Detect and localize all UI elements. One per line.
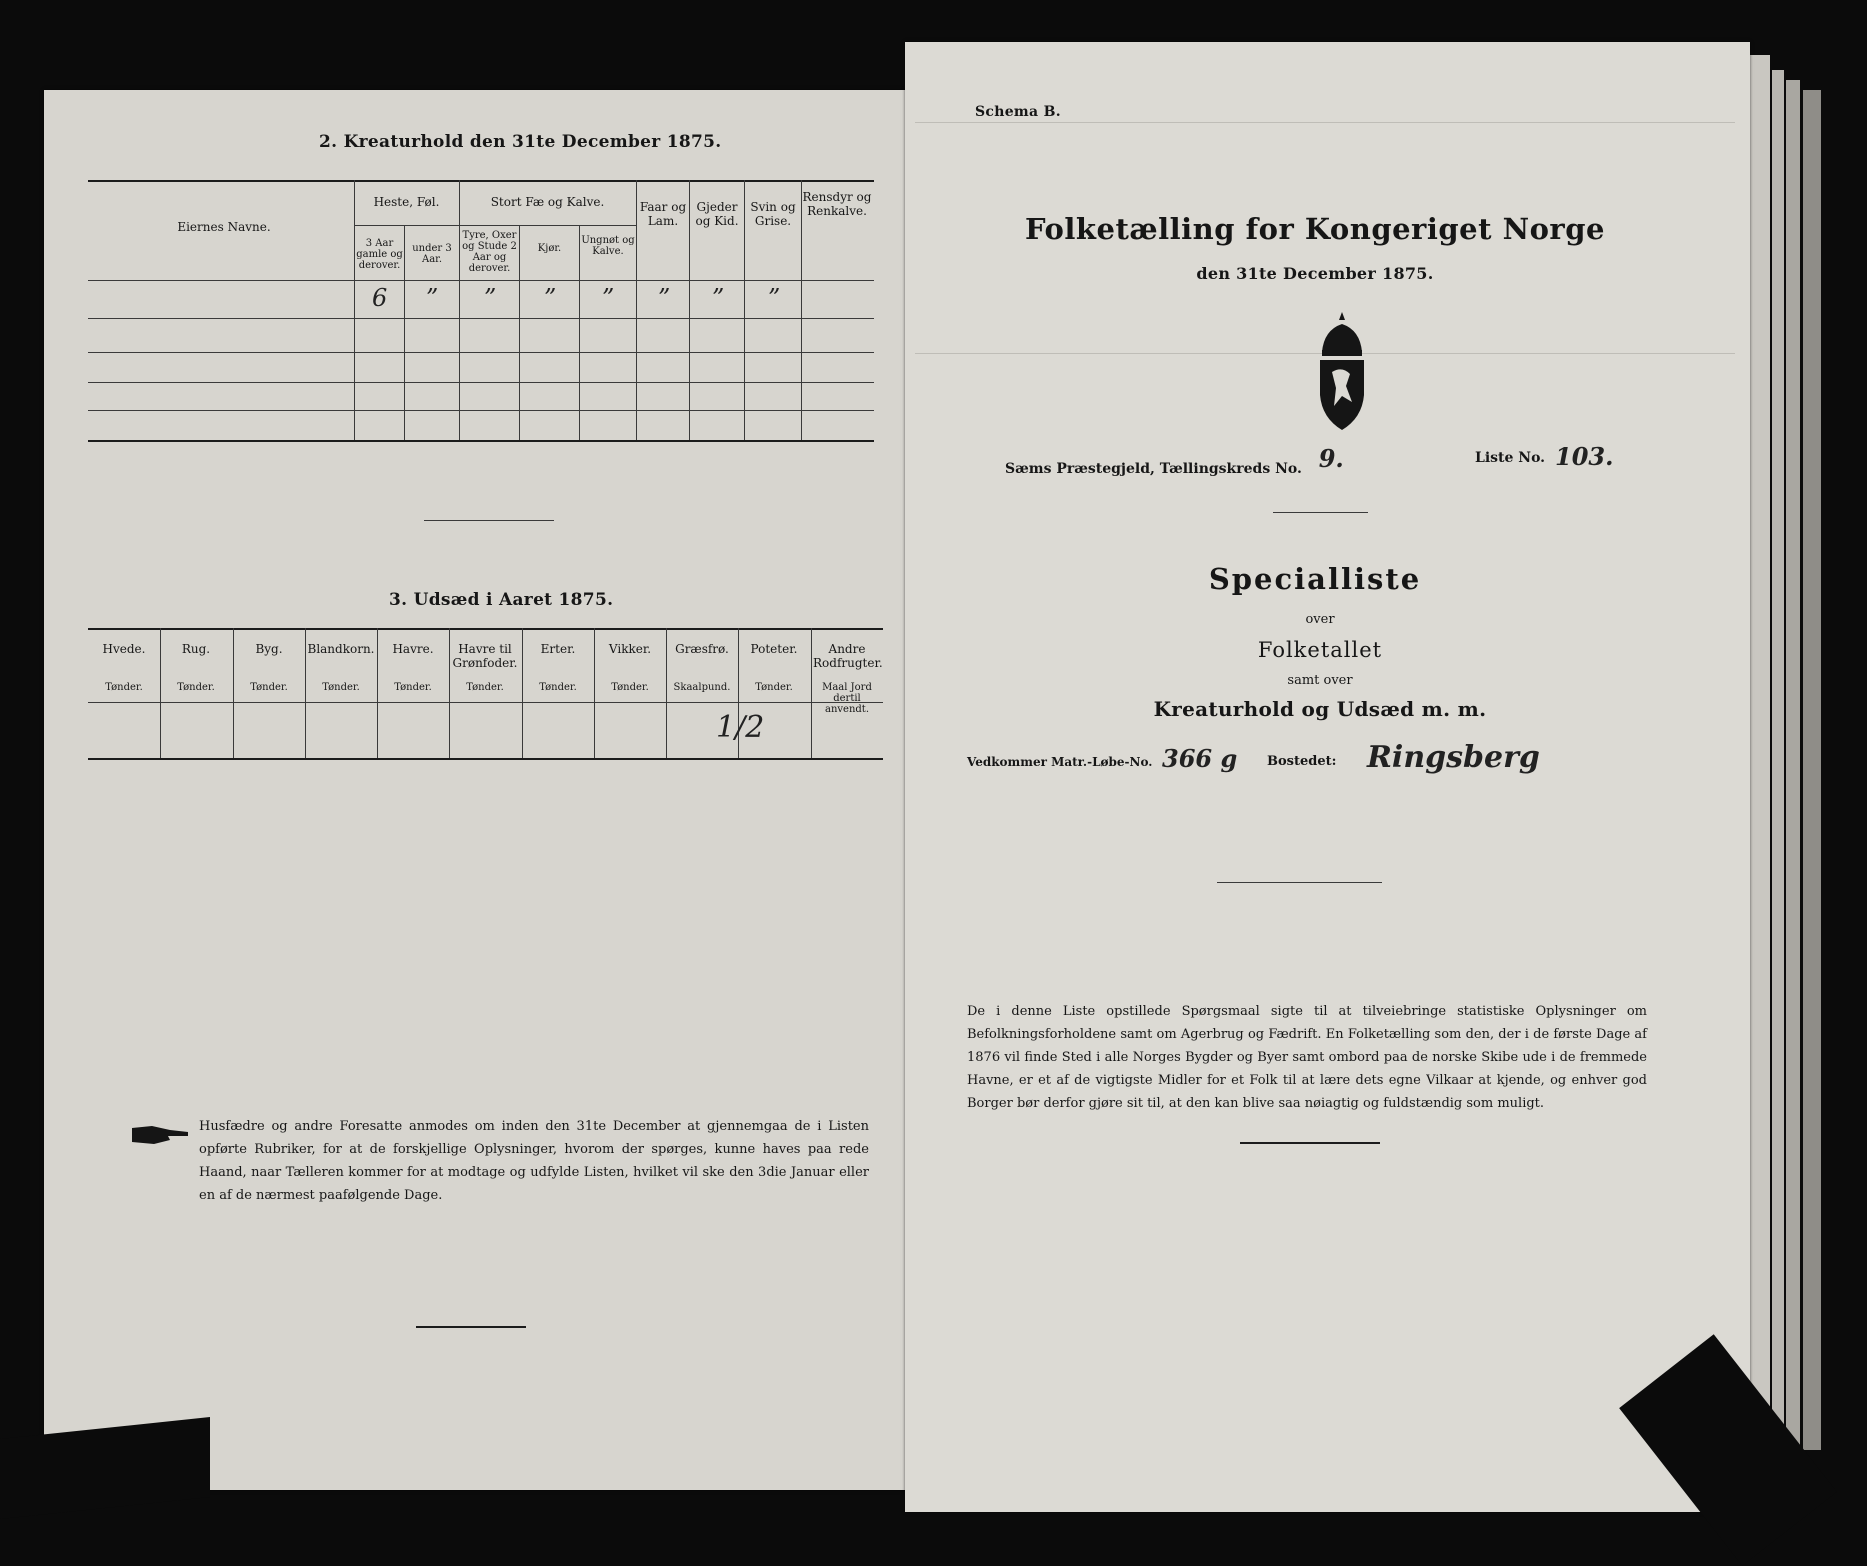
- table-col-line: [801, 180, 802, 440]
- livestock-value: ”: [712, 284, 725, 312]
- seed-col-line: [377, 628, 378, 758]
- seed-header-name: Poteter.: [750, 642, 798, 656]
- header-horses-sub1: 3 Aar gamle og derover.: [356, 238, 403, 271]
- seed-header-unit: Tønder.: [322, 682, 360, 693]
- table-col-line: [579, 225, 580, 440]
- page-stack-edge: [1786, 80, 1800, 1460]
- seed-header-name: Rug.: [181, 642, 211, 656]
- seed-col-line: [811, 628, 812, 758]
- header-sheep: Faar og Lam.: [639, 200, 687, 228]
- seed-header-name: Vikker.: [608, 642, 652, 656]
- separator: [1217, 882, 1382, 883]
- table-rule: [88, 180, 874, 182]
- livestock-value: ”: [544, 284, 557, 312]
- list-number: 103.: [1555, 442, 1614, 471]
- livestock-value: ”: [658, 284, 671, 312]
- table-rule: [88, 318, 874, 319]
- livestock-value: ”: [602, 284, 615, 312]
- livestock-value: ”: [426, 284, 439, 312]
- table-rule: [88, 280, 874, 281]
- notice-text: Husfædre og andre Foresatte anmodes om inden den 31te December at gjennemgaa de i Listen opførte Rubriker, for at de forskjellige Oplysninger, hvorom der spørges, kunne haves paa rede Haand, naar Tælleren kommer for at modtage og udfylde Listen, hvilket vil ske den 3die Januar eller en af de nærmest paafølgende Dage.: [199, 1119, 869, 1203]
- section2-title: 2. Kreaturhold den 31te December 1875.: [319, 132, 722, 152]
- district-number: 9.: [1318, 444, 1344, 473]
- bosted-value: Ringsberg: [1367, 740, 1540, 775]
- header-cattle-sub3: Ungnøt og Kalve.: [581, 235, 635, 257]
- table-rule: [88, 702, 883, 703]
- seed-header-name: Havre til Grønfoder.: [452, 642, 518, 670]
- matr-number: 366 g: [1162, 744, 1238, 773]
- matr-line: [967, 740, 1687, 775]
- header-owner: Eiernes Navne.: [177, 220, 271, 234]
- header-goats: Gjeder og Kid.: [695, 200, 739, 228]
- table-rule: [88, 410, 874, 411]
- seed-col-line: [522, 628, 523, 758]
- census-date: den 31te December 1875.: [1196, 264, 1434, 283]
- right-page: [905, 42, 1750, 1512]
- parish-label: Sæms Præstegjeld, Tællingskreds No.: [1005, 461, 1302, 477]
- seed-header-unit: Tønder.: [611, 682, 649, 693]
- table-rule: [88, 758, 883, 760]
- samt-over-text: samt over: [1287, 673, 1353, 688]
- seed-value-potatoes: 1/2: [716, 710, 765, 745]
- seed-header-unit: Tønder.: [466, 682, 504, 693]
- seed-header-unit: Tønder.: [539, 682, 577, 693]
- seed-col-line: [233, 628, 234, 758]
- header-pigs: Svin og Grise.: [750, 200, 796, 228]
- table-col-line: [354, 180, 355, 440]
- seed-header-name: Hvede.: [102, 642, 146, 656]
- seed-header-name: Græsfrø.: [675, 642, 729, 656]
- census-paragraph: De i denne Liste opstillede Spørgsmaal sigte til at tilveiebringe statistiske Oplysninger om Befolkningsforholdene samt om Agerbrug og Fædrift. En Folketælling som den, der i de første Dage af 1876 vil finde Sted i alle Norges Bygder og Byer samt ombord paa de norske Skibe ude i de fremmede Havne, er et af de vigtigste Midler for et Folk til at lære dets egne Vilkaar at kjende, og enhver god Borger bør derfor gjøre sit til, at den kan blive saa nøiagtig og fuldstændig som muligt.: [967, 1004, 1647, 1111]
- seed-col-line: [666, 628, 667, 758]
- bosted-label: Bostedet:: [1267, 754, 1337, 769]
- seed-header-unit: Maal Jord dertil anvendt.: [822, 682, 872, 715]
- seed-header-name: Andre Rodfrugter.: [813, 642, 883, 670]
- seed-col-line: [449, 628, 450, 758]
- header-cattle-sub1: Tyre, Oxer og Stude 2 Aar og derover.: [462, 230, 517, 274]
- parish-line: [1005, 442, 1645, 479]
- seed-header-unit: Tønder.: [394, 682, 432, 693]
- seed-header-name: Erter.: [540, 642, 576, 656]
- table-col-line: [519, 225, 520, 440]
- pointing-hand-icon: [130, 1120, 190, 1150]
- seed-header-unit: Tønder.: [250, 682, 288, 693]
- clip-shadow: [0, 1417, 210, 1519]
- main-title: Folketælling for Kongeriget Norge: [1025, 212, 1605, 246]
- seed-col-line: [305, 628, 306, 758]
- header-reindeer: Rensdyr og Renkalve.: [802, 190, 872, 218]
- seed-header-name: Havre.: [392, 642, 434, 656]
- separator: [416, 1326, 526, 1328]
- seed-header-name: Blandkorn.: [307, 642, 375, 656]
- schema-label: Schema B.: [975, 104, 1061, 120]
- table-col-line: [636, 180, 637, 440]
- page-stack-edge: [1750, 55, 1770, 1495]
- coat-of-arms-icon: [1312, 310, 1372, 435]
- header-horses-sub2: under 3 Aar.: [412, 243, 452, 265]
- table-col-line: [689, 180, 690, 440]
- specialliste-heading: Specialliste: [1208, 562, 1422, 596]
- seed-col-line: [160, 628, 161, 758]
- table-col-line: [744, 180, 745, 440]
- header-cattle-sub2: Kjør.: [537, 243, 562, 254]
- kreaturhold-heading: Kreaturhold og Udsæd m. m.: [1153, 697, 1487, 721]
- table-rule: [88, 382, 874, 383]
- table-rule: [88, 628, 883, 630]
- livestock-value: 6: [372, 284, 388, 312]
- section3-title: 3. Udsæd i Aaret 1875.: [389, 590, 614, 610]
- matr-label: Vedkommer Matr.-Løbe-No.: [967, 755, 1153, 769]
- over-text: over: [1305, 612, 1335, 627]
- separator: [1273, 512, 1368, 513]
- separator: [424, 520, 554, 521]
- seed-header-unit: Tønder.: [105, 682, 143, 693]
- page-stack-edge: [1772, 70, 1784, 1480]
- separator: [1240, 1142, 1380, 1144]
- seed-header-unit: Tønder.: [755, 682, 793, 693]
- table-rule: [88, 440, 874, 442]
- seed-col-line: [594, 628, 595, 758]
- folketallet-heading: Folketallet: [1257, 638, 1383, 662]
- seed-header-unit: Skaalpund.: [673, 682, 731, 693]
- header-horses: Heste, Føl.: [373, 195, 440, 209]
- page-stack-edge: [1803, 90, 1821, 1450]
- table-col-line: [459, 180, 460, 440]
- table-rule: [354, 225, 636, 226]
- seed-header-unit: Tønder.: [177, 682, 215, 693]
- table-rule: [88, 352, 874, 353]
- left-page: [44, 90, 908, 1490]
- livestock-value: ”: [484, 284, 497, 312]
- header-cattle: Stort Fæ og Kalve.: [490, 195, 605, 209]
- seed-header-name: Byg.: [255, 642, 283, 656]
- list-label: Liste No.: [1475, 450, 1546, 466]
- livestock-value: ”: [768, 284, 781, 312]
